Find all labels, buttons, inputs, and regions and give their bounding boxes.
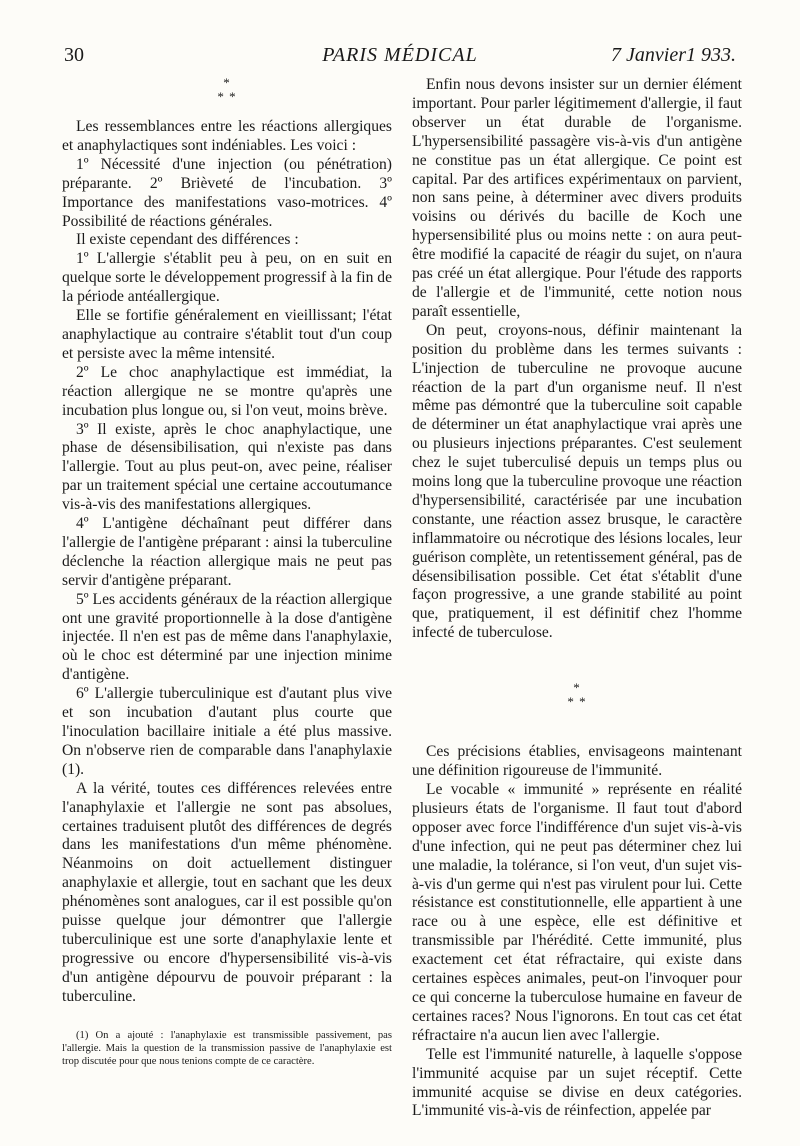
paragraph: 1º Nécessité d'une injection (ou pénétration) préparante. 2º Brièveté de l'incubation. 3º Importance des manifestations vaso-motrices. 4º Possibilité de réactions générales. xyxy=(62,155,392,230)
left-paragraphs xyxy=(62,118,392,1007)
paragraph: Enfin nous devons insister sur un dernier élément important. Pour parler légitimement d'allergie, il faut observer un état durable de l'organisme. L'hypersensibilité passagère vis-à-vis d'un antigène ne constitue pas un état allergique. Ce point est capital. Par des artifices expérimentaux on parvient, non sans peine, à déterminer avec divers produits voisins ou dérivés du bacille de Koch une hypersensibilité plus ou moins nette : on aura peut-être modifié la capacité de réagir du sujet, on n'aura pas créé un état allergique. Pour l'étude des rapports de l'allergie et de l'immunité, cette notion nous paraît essentielle, xyxy=(412,76,742,320)
paragraph: On peut, croyons-nous, définir maintenant la position du problème dans les termes suivants : L'injection de tuberculine ne provoque aucune réaction de la part d'un organisme neuf. Il n'est même pas démontré que la tuberculine soit capable de déterminer un état anaphylactique vrai après une ou plusieurs injections préparantes. C'est seulement chez le sujet tuberculisé depuis un temps plus ou moins long que la tuberculine provoque une réaction d'hypersensibilité, caractérisée par une incubation constante, une réaction assez brusque, le caractère inflammatoire ou nécrotique des lésions locales, leur guérison complète, un retentissement général, pas de désensibilisation possible. Cet état s'établit d'une façon progressive, a une grande stabilité au point que, pratiquement, il est définitif chez l'homme infecté de tuberculose. xyxy=(412,321,742,642)
right-column xyxy=(412,76,742,1121)
paragraph: Elle se fortifie généralement en vieillissant; l'état anaphylactique au contraire s'établit tout d'un coup et persiste avec la même intensité. xyxy=(62,307,392,362)
paragraph: 3º Il existe, après le choc anaphylactique, une phase de désensibilisation, qui n'existe pas dans l'allergie. Tout au plus peut-on, avec peine, réaliser par un traitement spécial une certaine accoutumance vis-à-vis des manifestations allergiques. xyxy=(62,420,392,514)
paragraph: Telle est l'immunité naturelle, à laquelle s'oppose l'immunité acquise par un sujet réceptif. Cette immunité acquise se divise en deux catégories. L'immunité vis-à-vis de réinfection, appelée par xyxy=(412,1045,742,1120)
paragraph: 4º L'antigène déchaînant peut différer dans l'allergie de l'antigène préparant : ainsi la tuberculine déclenche la réaction allergique mais ne peut pas servir d'antigène préparant. xyxy=(62,515,392,589)
issue-date: 7 Janvier1 933. xyxy=(611,44,736,66)
page-number: 30 xyxy=(64,44,84,66)
paragraph: Les ressemblances entre les réactions allergiques et anaphylactiques sont indéniables. Les voici : xyxy=(62,118,392,154)
paragraph: A la vérité, toutes ces différences relevées entre l'anaphylaxie et l'allergie ne sont pas absolues, certaines traduisent plutôt des différences de degrés dans les manifestations d'un même phénomène. Néanmoins on doit actuellement distinguer anaphylaxie et allergie, tout en sachant que les deux phénomènes sont analogues, car il est possible qu'on puisse quelque jour démontrer que l'allergie tuberculinique est une sorte d'anaphylaxie lente et progressive ou encore d'hypersensibilité vis-à-vis d'un antigène dépourvu de pouvoir préparant : la tuberculine. xyxy=(62,779,392,1005)
paragraph: 5º Les accidents généraux de la réaction allergique ont une gravité proportionnelle à la dose d'antigène injectée. Il n'en est pas de même dans l'anaphylaxie, où le choc est déterminé par une injection minime d'antigène. xyxy=(62,590,392,684)
section-separator: * * * xyxy=(217,75,237,104)
paragraph: Il existe cependant des différences : xyxy=(76,231,299,249)
footnote: (1) On a ajouté : l'anaphylaxie est transmissible passivement, pas l'allergie. Mais la question de la transmission passive de l'anaphylaxie est trop discutée pour que nous tenions compte de ce caractère. xyxy=(62,1029,392,1067)
paragraph: Ces précisions établies, envisageons maintenant une définition rigoureuse de l'immunité. xyxy=(412,743,742,780)
paragraph: 6º L'allergie tuberculinique est d'autant plus vive et son incubation d'autant plus courte que l'inoculation bacillaire initiale a été plus massive. On n'observe rien de comparable dans l'anaphylaxie (1). xyxy=(62,685,392,778)
paragraph: 2º Le choc anaphylactique est immédiat, la réaction allergique ne se montre qu'après une incubation plus longue ou, si l'on veut, moins brève. xyxy=(62,363,392,419)
paragraph: 1º L'allergie s'établit peu à peu, on en suit en quelque sorte le développement progressif à la fin de la période antéallergique. xyxy=(62,250,392,306)
running-header xyxy=(64,44,736,74)
section-separator: * * * xyxy=(567,680,587,710)
left-column xyxy=(62,74,392,1068)
journal-title: PARIS MÉDICAL xyxy=(322,44,478,66)
paragraph: Le vocable « immunité » représente en réalité plusieurs états de l'organisme. Il faut tout d'abord opposer avec force l'indifférence d'un sujet vis-à-vis d'une infection, qui ne peut pas déterminer chez lui une maladie, la tolérance, si l'on veut, d'un sujet vis-à-vis d'un germe qui n'est pas virulent pour lui. Cette résistance est constitutionnelle, elle appartient à une race ou à une espèce, elle est définitive et transmissible par l'hérédité. Cette immunité, plus exactement cet état réfractaire, qui existe dans certaines espèces animales, peut-on l'invoquer pour ce qui concerne la tuberculose humaine en faveur de certaines races? Nous l'ignorons. En tout cas cet état réfractaire n'a aucun lien avec l'allergie. xyxy=(412,781,742,1044)
